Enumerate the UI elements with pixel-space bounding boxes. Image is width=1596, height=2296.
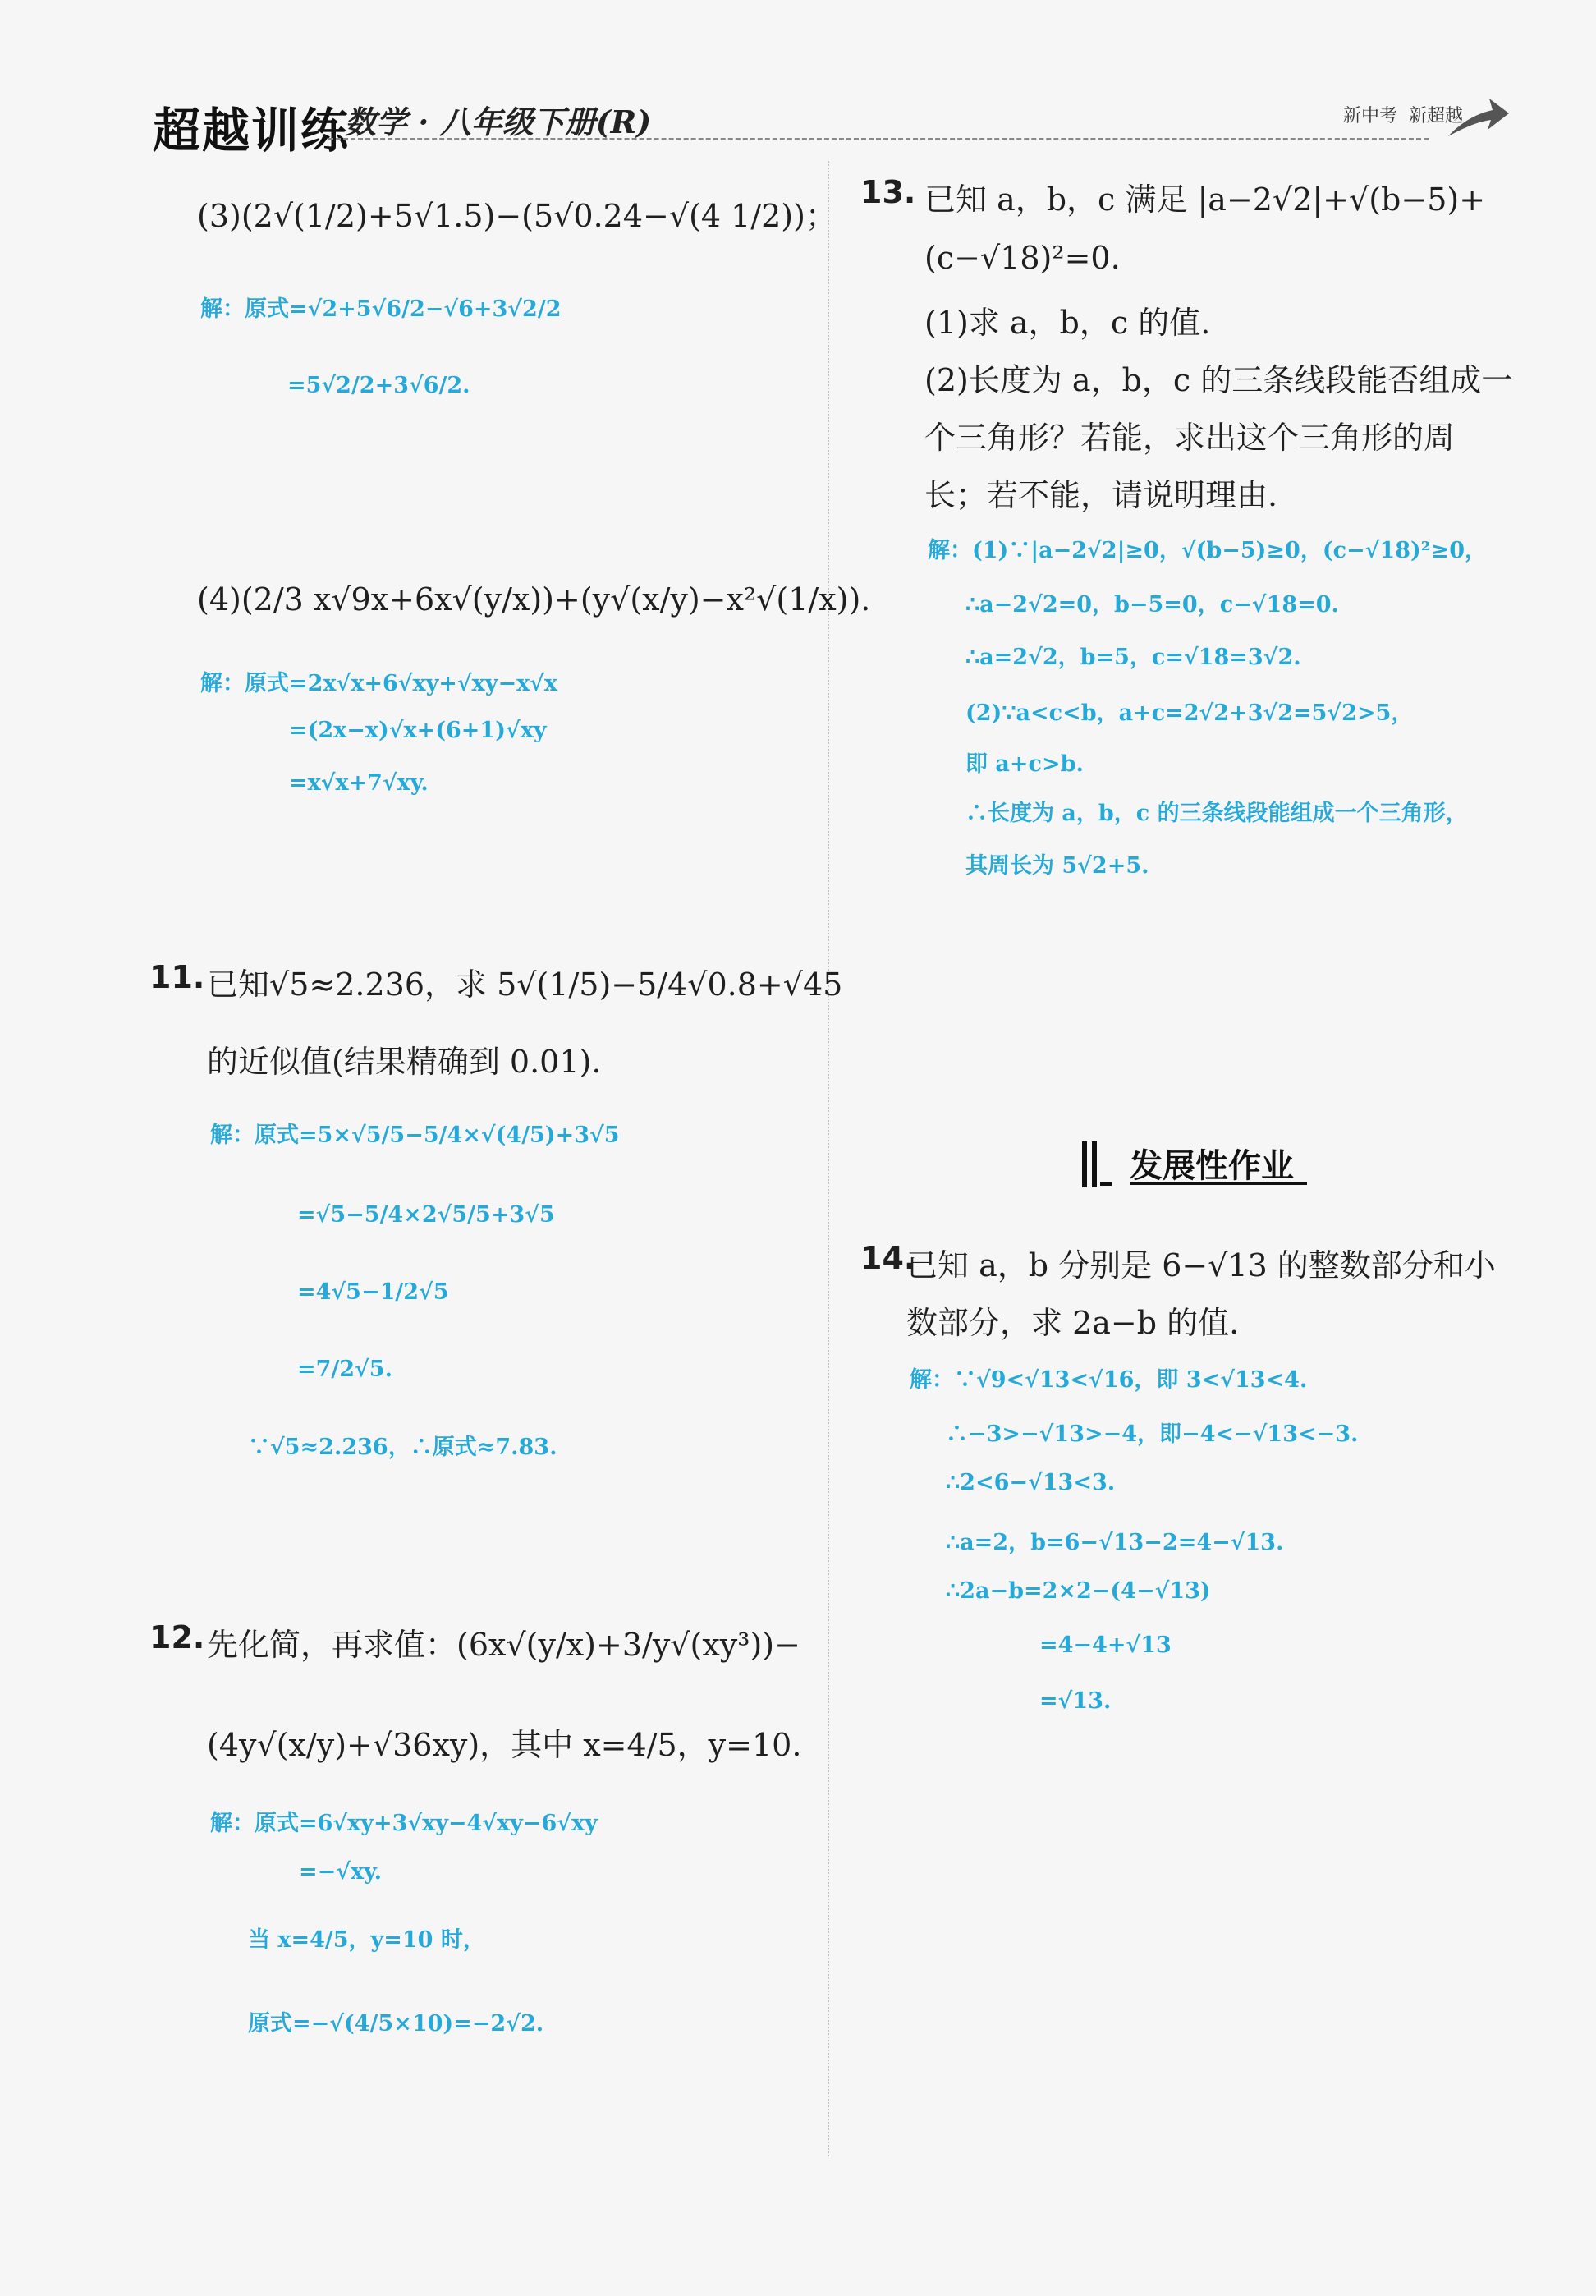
problem-12-solution-line: 当 x=4/5，y=10 时，: [248, 1927, 485, 1953]
problem-13-solution-line: ∴a−2√2=0，b−5=0，c−√18=0.: [965, 592, 1339, 618]
problem-14-solution-line: 解：∵√9<√13<√16，即 3<√13<4.: [910, 1367, 1308, 1393]
problem-3-solution-line: 解：原式=√2+5√6/2−√6+3√2/2: [200, 296, 562, 322]
header-divider: [328, 138, 1429, 140]
problem-14-solution-line: ∴a=2，b=6−√13−2=4−√13.: [946, 1530, 1284, 1555]
problem-13-question: (1)求 a，b，c 的值.: [924, 305, 1211, 341]
problem-14-number: 14.: [860, 1240, 916, 1276]
problem-13-solution-line: ∴a=2√2，b=5，c=√18=3√2.: [965, 645, 1301, 670]
problem-13-question: (2)长度为 a，b，c 的三条线段能否组成一: [924, 362, 1513, 398]
header-tag: 新中考: [1343, 106, 1398, 126]
problem-14-solution-line: ∴−3>−√13>−4，即−4<−√13<−3.: [946, 1421, 1359, 1447]
problem-12-solution-line: 解：原式=6√xy+3√xy−4√xy−6√xy: [210, 1811, 598, 1836]
problem-14-solution-line: =4−4+√13: [1039, 1632, 1172, 1658]
problem-13-solution-line: 其周长为 5√2+5.: [965, 853, 1149, 879]
column-divider: [828, 161, 829, 2156]
problem-14-solution-line: ∴2a−b=2×2−(4−√13): [946, 1578, 1211, 1604]
problem-3-question: (3)(2√(1/2)+5√1.5)−(5√0.24−√(4 1/2))；: [197, 198, 837, 234]
section-underline: [1130, 1182, 1307, 1185]
problem-13-solution-line: 即 a+c>b.: [965, 751, 1084, 777]
problem-13-question: (c−√18)²=0.: [924, 240, 1121, 276]
problem-11-solution-line: =7/2√5.: [297, 1357, 392, 1382]
section-marker-icon: [1080, 1138, 1113, 1194]
problem-14-question: 数部分，求 2a−b 的值.: [906, 1305, 1240, 1341]
problem-12-solution-line: 原式=−√(4/5×10)=−2√2.: [248, 2011, 544, 2037]
problem-13-solution-line: 解：(1)∵|a−2√2|≥0，√(b−5)≥0，(c−√18)²≥0，: [928, 538, 1487, 563]
book-subtitle: 数学 · 八年级下册(R): [345, 103, 652, 140]
problem-13-number: 13.: [860, 174, 916, 210]
problem-11-question: 的近似值(结果精确到 0.01).: [207, 1044, 602, 1080]
problem-4-question: (4)(2/3 x√9x+6x√(y/x))+(y√(x/y)−x²√(1/x)).: [197, 581, 871, 618]
arrow-icon: [1445, 89, 1511, 149]
problem-12-question: (4y√(x/y)+√36xy)，其中 x=4/5，y=10.: [207, 1727, 802, 1763]
problem-11-solution-line: ∵√5≈2.236，∴原式≈7.83.: [248, 1435, 557, 1460]
problem-13-question: 已知 a，b，c 满足 |a−2√2|+√(b−5)+: [924, 181, 1486, 218]
problem-11-solution-line: =4√5−1/2√5: [297, 1279, 449, 1305]
problem-4-solution-line: =x√x+7√xy.: [289, 770, 429, 796]
problem-13-question: 长；若不能，请说明理由.: [924, 477, 1278, 513]
problem-3-solution-line: =5√2/2+3√6/2.: [287, 373, 470, 398]
problem-13-solution-line: (2)∵a<c<b，a+c=2√2+3√2=5√2>5，: [965, 700, 1414, 726]
problem-13-solution-line: ∴长度为 a，b，c 的三条线段能组成一个三角形，: [965, 801, 1468, 826]
problem-12-solution-line: =−√xy.: [299, 1859, 383, 1885]
brand-title: 超越训练: [153, 103, 351, 158]
problem-12-number: 12.: [149, 1619, 205, 1655]
problem-11-solution-line: 解：原式=5×√5/5−5/4×√(4/5)+3√5: [210, 1123, 620, 1148]
header-tag: 新超越: [1409, 106, 1464, 126]
problem-14-solution-line: =√13.: [1039, 1688, 1112, 1714]
problem-4-solution-line: 解：原式=2x√x+6√xy+√xy−x√x: [200, 671, 558, 696]
problem-14-question: 已知 a，b 分别是 6−√13 的整数部分和小: [906, 1247, 1496, 1283]
problem-11-number: 11.: [149, 959, 205, 995]
section-title: 发展性作业: [1130, 1147, 1294, 1185]
problem-11-solution-line: =√5−5/4×2√5/5+3√5: [297, 1202, 555, 1228]
problem-4-solution-line: =(2x−x)√x+(6+1)√xy: [289, 718, 547, 743]
problem-13-question: 个三角形？若能，求出这个三角形的周: [924, 420, 1456, 456]
problem-12-question: 先化简，再求值：(6x√(y/x)+3/y√(xy³))−: [207, 1627, 800, 1663]
problem-11-question: 已知√5≈2.236，求 5√(1/5)−5/4√0.8+√45: [207, 967, 843, 1003]
problem-14-solution-line: ∴2<6−√13<3.: [946, 1470, 1116, 1495]
